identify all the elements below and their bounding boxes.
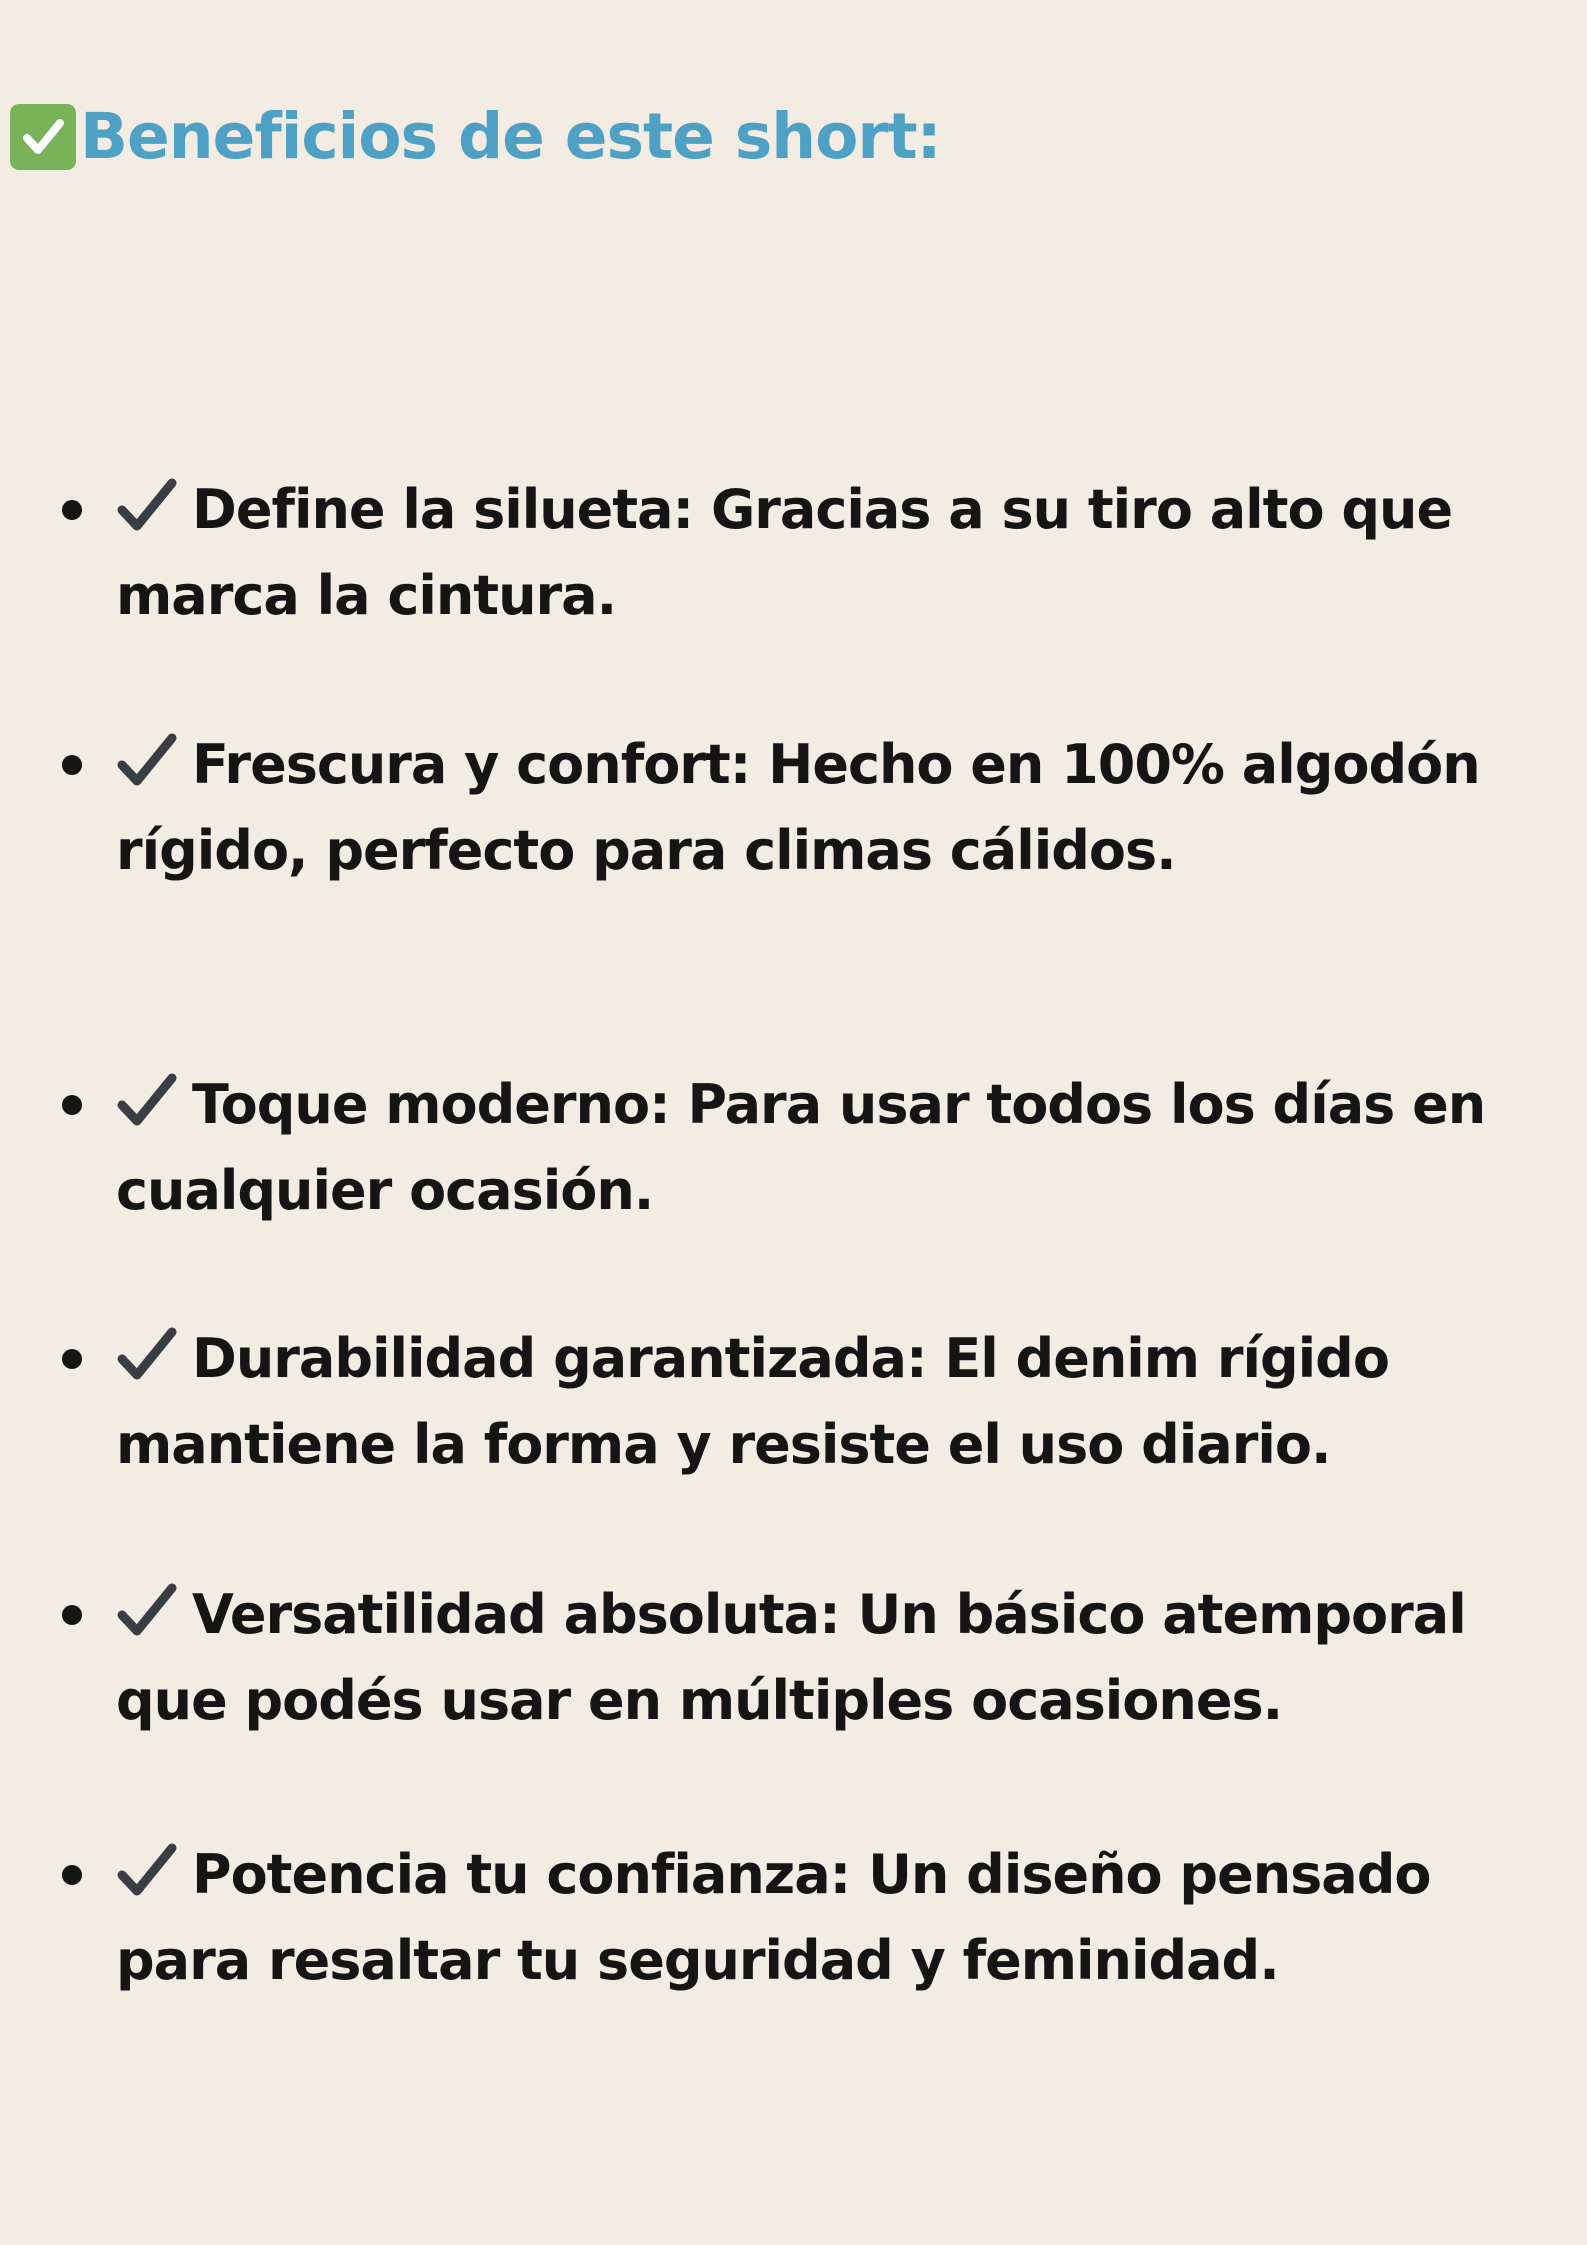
benefit-text: Durabilidad garantizada: El denim rígido mantiene la forma y resiste el uso diario. [116,1327,1389,1476]
benefit-body [116,1572,1502,1744]
check-mark-icon [116,1581,178,1639]
check-mark-icon [116,476,178,534]
benefit-item [62,1832,1502,2004]
benefit-item [62,722,1502,894]
benefit-item [62,467,1502,639]
benefit-item [62,1062,1502,1234]
benefit-body [116,1832,1502,2004]
bullet-dot [62,500,82,520]
check-mark-icon [116,1071,178,1129]
check-mark-icon [116,1325,178,1383]
check-mark-icon [116,1841,178,1899]
bullet-dot [62,1605,82,1625]
bullet-dot [62,1349,82,1369]
benefit-body [116,1062,1502,1234]
benefit-text: Toque moderno: Para usar todos los días en cualquier ocasión. [116,1073,1486,1222]
bullet-dot [62,755,82,775]
page-title [10,100,941,173]
benefit-body [116,722,1502,894]
benefit-item [62,1316,1502,1488]
benefit-text: Potencia tu confianza: Un diseño pensado para resaltar tu seguridad y feminidad. [116,1843,1431,1992]
title-text: Beneficios de este short: [80,100,941,173]
benefit-body [116,1316,1502,1488]
benefit-text: Versatilidad absoluta: Un básico atemporal que podés usar en múltiples ocasiones. [116,1583,1466,1732]
benefit-text: Frescura y confort: Hecho en 100% algodón rígido, perfecto para climas cálidos. [116,733,1480,882]
bullet-dot [62,1095,82,1115]
white-heavy-check-mark-icon [10,104,76,170]
check-mark-icon [116,731,178,789]
bullet-dot [62,1865,82,1885]
benefit-text: Define la silueta: Gracias a su tiro alto que marca la cintura. [116,478,1453,627]
benefit-body [116,467,1502,639]
benefit-item [62,1572,1502,1744]
